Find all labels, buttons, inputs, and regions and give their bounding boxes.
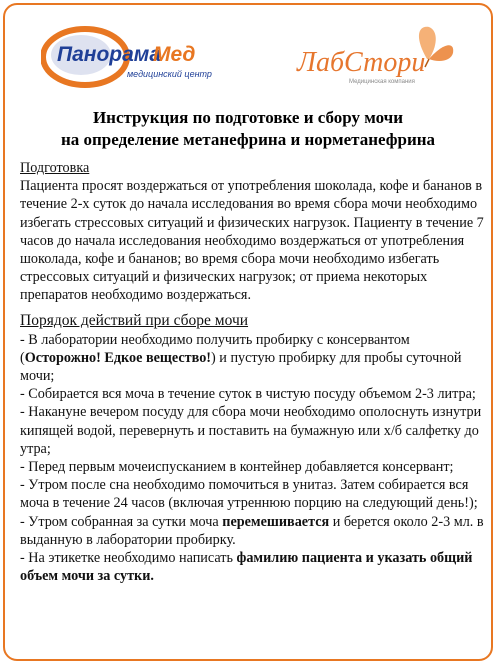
page-frame: [3, 3, 493, 661]
labstory-logo: [289, 19, 459, 91]
procedure-item-1: - В лаборатории необходимо получить пробирку с консервантом (Осторожно! Едкое вещество!) и пустую пробирку для пробы суточной мочи;: [20, 331, 462, 385]
preparation-text: Пациента просят воздержаться от употребления шоколада, кофе и бананов в течение 2-х суток до начала исследования во время сбора мочи необходимо избегать стрессовых ситуаций и физических нагрузок. Пациенту в течение 7 часов до начала исследования необходимо воздержаться от употребления шоколада, кофе и бананов; во время сбора мочи необходимо избегать стрессовых ситуаций и физических нагрузок; от приема некоторых препаратов необходимо воздержаться.: [20, 178, 484, 304]
procedure-item-4: - Перед первым мочеиспусканием в контейнер добавляется консервант;: [20, 459, 454, 476]
title-line-1: Инструкция по подготовке и сбору мочи: [92, 108, 404, 127]
warning-text: Осторожно! Едкое вещество!: [24, 349, 212, 366]
procedure-heading: Порядок действий при сборе мочи: [20, 311, 249, 329]
preparation-heading: Подготовка: [20, 160, 90, 176]
logo-left-subtitle: медицинский центр: [127, 69, 212, 79]
procedure-item-3: - Накануне вечером посуду для сбора мочи необходимо ополоснуть изнутри кипящей водой, перевернуть и поставить на бумажную или х/б салфетку до утра;: [20, 404, 482, 457]
logo-right-subtitle: Медицинская компания: [349, 79, 415, 85]
logo-left-name-part1: Панорама: [57, 43, 162, 66]
procedure-item-7: - На этикетке необходимо написать фамилию пациента и указать общий объем мочи за сутки.: [20, 550, 473, 585]
title-line-2: на определение метанефрина и норметанефрина: [60, 130, 436, 149]
logo-left-name-part2: Мед: [153, 43, 196, 66]
panoramamed-logo: [41, 25, 231, 89]
instructions-body: [20, 159, 492, 585]
logo-right-name: ЛабСтори: [297, 47, 426, 78]
page-title: [5, 107, 491, 151]
procedure-item-2: - Собирается вся моча в течение суток в чистую посуду объемом 2-3 литра;: [20, 386, 476, 403]
procedure-item-6: - Утром собранная за сутки моча перемешивается и берется около 2-3 мл. в выданную в лаборатории пробирку.: [20, 513, 484, 548]
procedure-item-5: - Утром после сна необходимо помочиться в унитаз. Затем собирается вся моча в течение 24 часов (включая утреннюю порцию на следующий день!);: [20, 477, 478, 512]
